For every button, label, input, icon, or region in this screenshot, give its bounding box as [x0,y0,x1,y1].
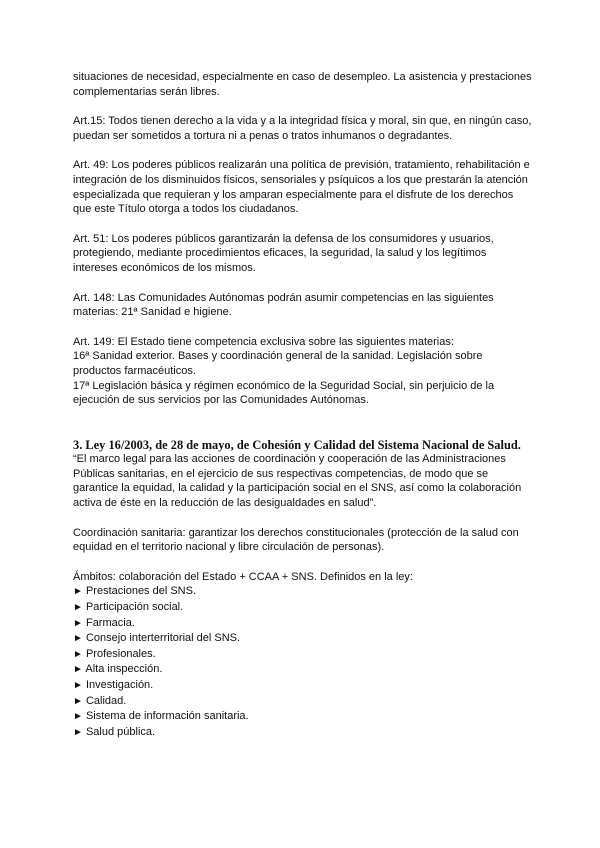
list-item: ► Sistema de información sanitaria. [73,710,249,723]
arrow-bullet-icon: ► [73,648,83,660]
paragraph-art-51: Art. 51: Los poderes públicos garantizarán la defensa de los consumidores y usuarios, protegiendo, mediante procedimientos eficaces, la seguridad, la salud y los legítimos intereses económicos de los mismos. [73,232,494,274]
section-3-quote: “El marco legal para las acciones de coordinación y cooperación de las Administraciones Públicas sanitarias, en el ejercicio de sus respectivas competencias, de modo que se garantice la equidad, la calidad y la participación social en el SNS, así como la colaboración activa de éste en la reducción de las desigualdades en salud”. [73,453,522,510]
arrow-bullet-icon: ► [73,664,83,676]
arrow-bullet-icon: ► [73,633,83,645]
paragraph-art-148-line2: materias: 21ª Sanidad e higiene. [73,306,232,319]
arrow-bullet-icon: ► [73,586,83,598]
list-item: ► Investigación. [73,679,154,691]
arrow-bullet-icon: ► [73,602,83,614]
paragraph-art-49: Art. 49: Los poderes públicos realizarán una política de previsión, tratamiento, rehabilitación e integración de los disminuidos físicos, sensoriales y psíquicos a los que prestarán la atención especializada que requieran y los amparan especialmente para el disfrute de los derechos que este Título otorga a todos los ciudadanos. [73,159,530,216]
list-item: ► Prestaciones del SNS. [73,585,197,598]
paragraph-art-149-intro: Art. 149: El Estado tiene competencia exclusiva sobre las siguientes materias: [73,335,454,348]
list-item: ► Alta inspección. [73,663,163,676]
arrow-bullet-icon: ► [73,617,83,629]
paragraph-art-148-line1: Art. 148: Las Comunidades Autónomas podrán asumir competencias en las siguientes [73,291,494,304]
section-3-heading: 3. Ley 16/2003, de 28 de mayo, de Cohesión y Calidad del Sistema Nacional de Salud. [73,437,521,452]
paragraph-art-149-item-17: 17ª Legislación básica y régimen económico de la Seguridad Social, sin perjuicio de la ejecución de sus servicios por las Comunidades Autónomas. [73,379,495,407]
list-item: ► Salud pública. [73,725,156,738]
arrow-bullet-icon: ► [73,726,83,738]
list-item: ► Participación social. [73,601,184,614]
list-item: ► Consejo interterritorial del SNS. [73,632,241,645]
list-item: ► Calidad. [73,694,127,707]
paragraph-art-149-item-16: 16ª Sanidad exterior. Bases y coordinación general de la sanidad. Legislación sobre productos farmacéuticos. [73,350,483,377]
paragraph-art-15: Art.15: Todos tienen derecho a la vida y a la integridad física y moral, sin que, en ningún caso, puedan ser sometidos a tortura ni a penas o tratos inhumanos o degradantes. [73,115,532,142]
coordination-paragraph: Coordinación sanitaria: garantizar los derechos constitucionales (protección de la salud con equidad en el territorio nacional y libre circulación de personas). [73,526,519,554]
arrow-bullet-icon: ► [73,680,83,691]
paragraph-social-security: situaciones de necesidad, especialmente en caso de desempleo. La asistencia y prestaciones complementarias serán libres. [73,71,532,98]
arrow-bullet-icon: ► [73,695,83,707]
document-page [73,70,533,740]
scope-list [73,584,533,740]
list-item: ► Profesionales. [73,647,156,660]
list-item: ► Farmacia. [73,616,135,629]
scope-intro: Ámbitos: colaboración del Estado + CCAA + SNS. Definidos en la ley: [73,570,413,583]
arrow-bullet-icon: ► [73,711,83,723]
